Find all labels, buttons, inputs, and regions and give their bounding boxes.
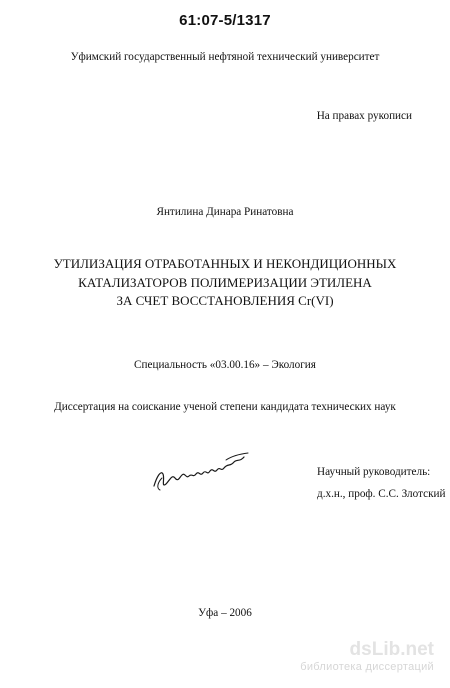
dissertation-title <box>0 255 450 311</box>
supervisor-label: Научный руководитель: <box>317 466 431 478</box>
title-line: УТИЛИЗАЦИЯ ОТРАБОТАННЫХ И НЕКОНДИЦИОННЫХ <box>53 256 397 271</box>
degree-statement: Диссертация на соискание ученой степени кандидата технических наук <box>54 401 396 413</box>
university-name: Уфимский государственный нефтяной технический университет <box>70 51 380 63</box>
rights-notice: На правах рукописи <box>316 110 412 122</box>
handwritten-signature <box>148 448 258 496</box>
watermark-logo: dsLib.net <box>349 639 434 660</box>
place-year: Уфа – 2006 <box>198 607 252 619</box>
title-line: КАТАЛИЗАТОРОВ ПОЛИМЕРИЗАЦИИ ЭТИЛЕНА <box>78 274 372 290</box>
watermark <box>300 640 434 674</box>
document-number: 61:07-5/1317 <box>179 12 271 29</box>
supervisor-name: д.х.н., проф. С.С. Злотский <box>317 488 446 500</box>
watermark-subtitle: библиотека диссертаций <box>300 661 434 673</box>
title-line: ЗА СЧЕТ ВОССТАНОВЛЕНИЯ Cr(VI) <box>116 293 334 308</box>
specialty: Специальность «03.00.16» – Экология <box>134 359 316 371</box>
author-name: Янтилина Динара Ринатовна <box>156 206 294 218</box>
supervisor-block <box>317 461 445 505</box>
